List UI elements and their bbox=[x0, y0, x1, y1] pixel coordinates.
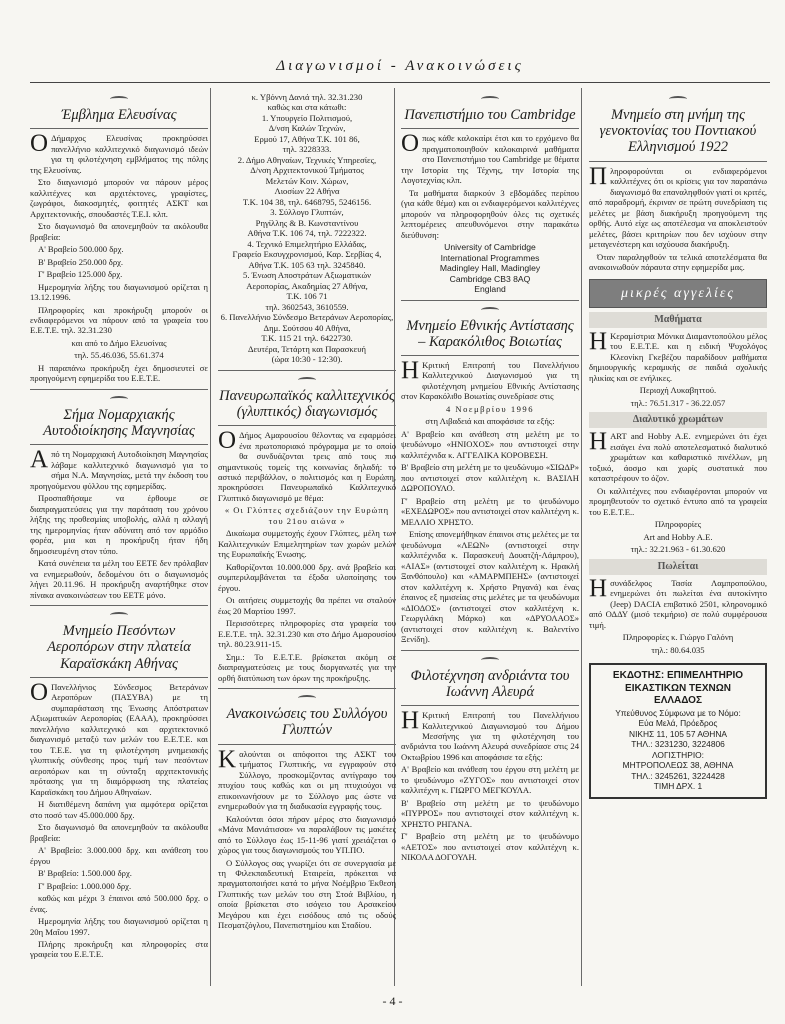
prize-line: Γ' Βραβείο 125.000 δρχ. bbox=[38, 269, 123, 280]
address-line: England bbox=[474, 284, 506, 295]
column-1 bbox=[30, 92, 208, 962]
publisher-line: ΕΚΔΟΤΗΣ: ΕΠΙΜΕΛΗΤΗΡΙΟ bbox=[612, 670, 744, 682]
divider bbox=[218, 688, 396, 689]
drop-cap: Η bbox=[401, 707, 420, 735]
prize-line: Α' Βραβείο 500.000 δρχ. bbox=[38, 244, 124, 255]
divider bbox=[30, 677, 208, 678]
contact-line: καθώς και στα κάτωθι: bbox=[267, 102, 347, 113]
contact-list bbox=[218, 92, 396, 365]
publisher-line: ΝΙΚΗΣ 11, 105 57 ΑΘΗΝΑ bbox=[629, 728, 727, 739]
prize-line: Β' Βραβείο: 1.500.000 δρχ. bbox=[38, 868, 132, 879]
contact-line: Γραφείο Εκσυγχρονισμού, Καρ. Σερβίας 4, bbox=[232, 249, 382, 260]
publisher-box bbox=[589, 663, 767, 799]
article-paragraph: Πληροφορίες και προκήρυξη μπορούν οι ενδιαφερόμενοι να πάρουν από τα γραφεία του Ε.Ε.Τ.Ε. τηλ. 32.31.230 bbox=[30, 304, 208, 336]
contact-line: 4. Τεχνικό Επιμελητήριο Ελλάδας, bbox=[247, 238, 367, 249]
ornament-icon bbox=[30, 394, 208, 404]
contact-line: Μελετών Κοιν. Χώρων, bbox=[265, 175, 349, 186]
ornament-icon bbox=[30, 610, 208, 620]
article-paragraph: Η παραπάνω προκήρυξη έχει δημοσιευτεί σε προηγούμενη εφημερίδα του Ε.Ε.Τ.Ε. bbox=[30, 362, 208, 384]
header-rule bbox=[30, 82, 770, 83]
drop-cap: Ο bbox=[30, 678, 49, 706]
ad-phone: τηλ.: 76.51.317 - 36.22.057 bbox=[630, 397, 726, 408]
article-paragraph: Ημερομηνία λήξης του διαγωνισμού ορίζεται η 13.12.1996. bbox=[30, 281, 208, 303]
publisher-line: ΤΙΜΗ ΔΡΧ. 1 bbox=[653, 781, 703, 792]
article-paragraph: Όταν παραληφθούν τα τελικά αποτελέσματα θα ανακοινωθούν πάραυτα στην εφημερίδα μας. bbox=[589, 251, 767, 273]
article-paragraph: Περισσότερες πληροφορίες στα γραφεία του Ε.Ε.Τ.Ε. τηλ. 32.31.230 και στο Δήμο Αμαρουσίου τηλ. 80.23.911-15. bbox=[218, 618, 396, 650]
contact-line: 6. Πανελλήνιο Σύνδεσμο Βετεράνων Αεροπορίας, Δημ. Σούτσου 40 Αθήνα, bbox=[220, 312, 394, 333]
article-paragraph: Ο Δήμαρχος Ελευσίνας προκηρύσσει πανελλήνιο καλλιτεχνικό διαγωνισμό ιδεών για τη φιλοτέχνηση εμβλήματος της πόλης της Ελευσίνας. bbox=[30, 130, 208, 175]
ornament-icon bbox=[589, 94, 767, 104]
ornament-icon bbox=[401, 655, 579, 665]
contact-line: Λιοσίων 22 Αθήνα bbox=[274, 186, 340, 197]
contact-line: Δευτέρα, Τετάρτη και Παρασκευή bbox=[247, 343, 367, 354]
divider bbox=[401, 705, 579, 706]
article-paragraph: Ο Δήμος Αμαρουσίου θέλοντας να εφαρμόσει ένα πρωτοποριακό πρόγραμμα με το οποίο θα συνδυάζονται τρεις από τους πιο σημαντικούς τομείς της κοινωνίας δηλαδή: το αστικό περιβάλλον, ο πολιτισμός και η Ευρώπη, προκηρύσσει Πανευρωπαϊκό Καλλιτεχνικό Γλυπτικό διαγωνισμό με θέμα: bbox=[218, 427, 396, 503]
article-paragraph: Προσπαθήσαμε να έρθουμε σε διαπραγματεύσεις για την παράταση του χρόνου λήξης της προθεσμίας υποβολής, αλλά η αλλαγή της ημερομηνίας ήταν αδύνατη από τον αρμόδιο φορέα, μια και η προκήρυξη ήταν ήδη δημοσιευμένη στον τύπο. bbox=[30, 493, 208, 556]
contact-line: Ρηγίλλης & Β. Κωνσταντίνου bbox=[255, 217, 359, 228]
article-paragraph: Καθορίζονται 10.000.000 δρχ. ανά βραβείο και συμπεριλαμβάνεται τα έξοδα υλοποίησης του έργου. bbox=[218, 561, 396, 593]
publisher-line: ΛΟΓΙΣΤΗΡΙΟ: bbox=[652, 749, 704, 760]
divider bbox=[589, 161, 767, 162]
divider bbox=[30, 444, 208, 445]
drop-cap: Ο bbox=[401, 130, 420, 158]
divider bbox=[30, 128, 208, 129]
ornament-icon bbox=[401, 305, 579, 315]
contact-line: τηλ. 3602543, 3610559. bbox=[265, 301, 349, 312]
article-paragraph: Οι αιτήσεις συμμετοχής θα πρέπει να σταλούν έως 20 Μαρτίου 1997. bbox=[218, 595, 396, 616]
article-paragraph: Στο διαγωνισμό θα απονεμηθούν τα ακόλουθα βραβεία: bbox=[30, 822, 208, 843]
article-paragraph: Δικαίωμα συμμετοχής έχουν Γλύπτες, μέλη των Καλλιτεχνικών Επιμελητηρίων των χωρών μελών της Ευρωπαϊκής Ένωσης. bbox=[218, 528, 396, 560]
article-title: Πανεπιστήμιο του Cambridge bbox=[404, 107, 576, 123]
column-divider bbox=[581, 88, 582, 986]
publisher-line: Εύα Μελά, Πρόεδρος bbox=[638, 718, 718, 729]
prize-line: Α' Βραβείο: 3.000.000 δρχ. και ανάθεση του έργου bbox=[30, 845, 208, 866]
article-paragraph: καθώς και μέχρι 3 έπαινοι από 500.000 δρχ. ο ένας. bbox=[30, 893, 208, 914]
publisher-line: ΕΛΛΑΔΟΣ bbox=[654, 695, 702, 707]
page-header: Διαγωνισμοί - Ανακοινώσεις bbox=[276, 58, 524, 74]
ad-line: Περιοχή Λυκαβηττού. bbox=[639, 385, 717, 396]
contact-line: 1. Υπουργείο Πολιτισμού, bbox=[261, 112, 353, 123]
ad-heading: Μαθήματα bbox=[589, 312, 767, 328]
article-paragraph: Ο Πανελλήνιος Σύνδεσμος Βετεράνων Αεροπόρων (ΠΑΣΥΒΑ) με τη συμπαράσταση της Ένωσης Απόστρατων Αξιωματικών Αεροπορίας (ΕΑΑΑ), προκηρύσσει πανελλήνιο καλλιτεχνικό και αρχιτεκτονικό διαγωνισμό μεταξύ των μελών του Ε.Ε.Τ.Ε. και του Τ.Ε.Ε. για τη φιλοτέχνηση μνημειακής γλυπτικής σύνθεσης προς τιμή των πεσόντων αεροπόρων και τη σύνταξη αρχιτεκτονικής πρότασης για τη διαμόρφωση της πλατείας Καραϊσκάκη του Δήμου Αθηναίων. bbox=[30, 678, 208, 797]
drop-cap: Η bbox=[589, 327, 608, 355]
article-paragraph: Στο διαγωνισμό θα απονεμηθούν τα ακόλουθα βραβεία: bbox=[30, 221, 208, 242]
divider bbox=[401, 355, 579, 356]
divider bbox=[218, 425, 396, 426]
contact-line: τηλ. 3228333. bbox=[282, 144, 332, 155]
column-4 bbox=[589, 92, 767, 799]
column-3 bbox=[401, 92, 579, 865]
ad-paragraph: ΗART and Hobby A.E. ενημερώνει ότι έχει εισάγει ένα πολύ αποτελεσματικό διαλυτικό χρωμάτων και καθαριστικό πινέλλων, μη τοξικό, άοσμο και χωρίς συστατικά που καταστρέφουν το όζον. bbox=[589, 428, 767, 484]
prize-line: Γ' Βραβείο στη μελέτη με το ψευδώνυμο «ΑΕΤΟΣ» που αντιστοιχεί στον καλλιτέχνη κ. ΝΙΚΟΛΑ ΔΟΓΟΥΛΗ. bbox=[401, 831, 579, 863]
publisher-line: Υπεύθυνος Σύμφωνα με το Νόμο: bbox=[615, 707, 741, 718]
address-line: International Programmes bbox=[440, 252, 540, 263]
article-title: Έμβλημα Ελευσίνας bbox=[61, 107, 177, 123]
contact-line: Δ/νση Αρχιτεκτονικού Τμήματος bbox=[250, 165, 364, 176]
divider bbox=[218, 370, 396, 371]
contact-line: Δ/νση Καλών Τεχνών, bbox=[268, 123, 346, 134]
article-paragraph: Σημ.: Το Ε.Ε.Τ.Ε. βρίσκεται ακόμη σε διαπραγματεύσεις με τους διοργανωτές για την ορθή διατύπωση των όρων της προκήρυξης. bbox=[218, 651, 396, 683]
prize-line: Α' Βραβείο και ανάθεση στη μελέτη με το ψευδώνυμο «ΗΝΙΟΧΟΣ» που αντιστοιχεί στην καλλιτέχνιδα κ. ΑΓΓΕΛΙΚΑ ΚΟΡΟΒΕΣΗ. bbox=[401, 428, 579, 460]
article-title: Πανευρωπαϊκός καλλιτεχνικός (γλυπτικός) διαγωνισμός bbox=[219, 387, 395, 420]
article-paragraph: Επίσης απονεμήθηκαν έπαινοι στις μελέτες με τα ψευδώνυμα «ΛΕΩΝ» (αντιστοιχεί στην καλλιτέχνιδα κ. Παρασκευή Δουατζή-Λάμπρου), «ΑΙΑΣ» (αντιστοιχεί στον καλλιτέχνη κ. Ηρακλή Ξανθόπουλο) και «ΑΜΑΡΜΠΕΗΣ» (αντιστοιχεί στον καλλιτέχνη κ. Χρήστο Ρηγανά) και ένας έπαινος εξ ημισείας στις μελέτες με τα ψευδώνυμα «ΔΙΟΔΟΣ» (αντιστοιχεί στον καλλιτέχνη κ. Γεωργιλάκη Μάρκο) και «ΔΡΥΟΛΑΟΣ» (αντιστοιχεί στον καλλιτέχνη κ. Βαλεντίνο Ξενίδη). bbox=[401, 529, 579, 645]
prize-line: Α' Βραβείο και ανάθεση του έργου στη μελέτη με το ψευδώνυμο «ΖΥΓΟΣ» που αντιστοιχεί στον καλλιτέχνη κ. ΓΙΩΡΓΟ ΜΕΓΚΟΥΛΑ. bbox=[401, 764, 579, 796]
page-number: - 4 - bbox=[382, 994, 403, 1008]
column-divider bbox=[210, 88, 211, 986]
article-paragraph: Η Κριτική Επιτροπή του Πανελλήνιου Καλλιτεχνικού Διαγωνισμού για τη φιλοτέχνηση μνημείου Εθνικής Αντίστασης στον Καρακόλιθο Βοιωτίας συνεδρίασε στις bbox=[401, 356, 579, 402]
drop-cap: Η bbox=[589, 428, 608, 456]
contact-line: Ερμού 17, Αθήνα Τ.Κ. 101 86, bbox=[254, 133, 360, 144]
divider bbox=[401, 128, 579, 129]
publisher-line: ΕΙΚΑΣΤΙΚΩΝ ΤΕΧΝΩΝ bbox=[625, 682, 731, 694]
prize-line: Γ' Βραβείο: 1.000.000 δρχ. bbox=[38, 880, 132, 891]
publisher-line: ΤΗΛ.: 3231230, 3224806 bbox=[631, 739, 725, 750]
drop-cap: Π bbox=[589, 162, 608, 190]
contact-line: Τ.Κ. 115 21 τηλ. 6422730. bbox=[261, 333, 353, 344]
ad-heading: Διαλυτικό χρωμάτων bbox=[589, 412, 767, 428]
publisher-line: ΜΗΤΡΟΠΟΛΕΩΣ 38, ΑΘΗΝΑ bbox=[622, 760, 734, 771]
ornament-icon bbox=[30, 94, 208, 104]
divider bbox=[401, 300, 579, 301]
ornament-icon bbox=[218, 693, 396, 703]
article-paragraph: Καλούνται οι απόφοιτοι της ΑΣΚΤ του τμήματος Γλυπτικής, να εγγραφούν στο Σύλλογο, προσκομίζοντας αντίγραφο του πτυχίου τους καθώς και οι μη πτυχιούχοι να επικοινωνήσουν με το Σύλλογο μας ώστε να ενημερωθούν για τη διαδικασία εγγραφής τους. bbox=[218, 745, 396, 812]
article-paragraph: Οπως κάθε καλοκαίρι έτσι και το ερχόμενο θα πραγματοποιηθούν καλοκαιρινά μαθήματα στο Πανεπιστήμιο του Cambridge με θέματα την Ιστορία της Τέχνης, την Ιστορία της Λογοτεχνίας κλπ. bbox=[401, 130, 579, 186]
contact-line: Αεροπορίας, Ακαδημίας 27 Αθήνα, bbox=[246, 280, 368, 291]
prize-line: Β' Βραβείο στη μελέτη με το ψευδώνυμο «ΣΙΩΔΡ» που αντιστοιχεί στον καλλιτέχνη κ. ΒΑΣΙΛΗ ΔΩΡΟΠΟΥΛΟ. bbox=[401, 462, 579, 494]
article-paragraph: Στο διαγωνισμό μπορούν να πάρουν μέρος καλλιτέχνες και αρχιτέκτονες, γραφίστες, ζωγράφοι, διακοσμητές, φοιτητές ΑΣΚΤ και Αρχιτεκτονικής, σπουδαστές Τ.Ε.Ι. κλπ. bbox=[30, 177, 208, 219]
contact-line: Τ.Κ. 106 71 bbox=[286, 291, 328, 302]
prize-line: Γ' Βραβείο στη μελέτη με το ψευδώνυμο «ΕΧΕΔΩΡΟΣ» που αντιστοιχεί στον καλλιτέχνη κ. ΜΕΛΛΙΟ ΧΡΗΣΤΟ. bbox=[401, 495, 579, 527]
article-title: Μνημείο στη μνήμη της γενοκτονίας του Ποντιακού Ελληνισμού 1922 bbox=[599, 107, 757, 156]
article-line: και από το Δήμο Ελευσίνας bbox=[71, 337, 167, 348]
ad-line: Πληροφορίες bbox=[654, 519, 702, 530]
article-paragraph: Πληροφορούνται οι ενδιαφερόμενοι καλλιτέχνες ότι οι κρίσεις για τον παραπάνω διαγωνισμό θα επαναληφθούν γιατί οι κριτές, από παραδρομή, έκριναν σε πρώτη συνεδρίαση τις μελέτες με βάση διακήρυξη προηγούμενη της ορθής. Αυτό είχε ως αποτέλεσμα να αποκλειστούν μελέτες, βάσει κριτηρίων που δεν ισχύουν στην μεταγενέστερη και ισχύουσα διακήρυξη. bbox=[589, 162, 767, 250]
prize-line: Β' Βραβείο 250.000 δρχ. bbox=[38, 256, 124, 267]
column-2 bbox=[218, 92, 396, 933]
drop-cap: Ο bbox=[30, 130, 49, 158]
meeting-date: 4 Νοεμβρίου 1996 bbox=[445, 403, 535, 414]
article-line: στη Λιβαδειά και αποφάσισε τα εξής: bbox=[425, 416, 555, 427]
article-paragraph: Καλούνται όσοι πήραν μέρος στο διαγωνισμό «Μάνα Μανιάτισσα» να παραλάβουν τις μακέτες από το Σύλλογο έως 15-11-96 γιατί χρειάζεται ο χώρος για τους διαγωνισμούς του ΥΠ.ΠΟ. bbox=[218, 813, 396, 856]
ad-line: Art and Hobby A.E. bbox=[643, 531, 713, 542]
divider bbox=[30, 605, 208, 606]
article-paragraph: Η Κριτική Επιτροπή του Πανελλήνιου Καλλιτεχνικού Διαγωνισμού του Δήμου Μεσσήνης για τη φιλοτέχνηση του ανδριάντα του Ιωάννη Αλευρά συνεδρίασε στις 24 Οκτωβρίου 1996 και αποφάσισε τα εξής: bbox=[401, 707, 579, 762]
address-line: University of Cambridge bbox=[444, 242, 536, 253]
drop-cap: Α bbox=[30, 446, 49, 474]
article-title: Σήμα Νομαρχιακής Αυτοδιοίκησης Μαγνησίας bbox=[43, 406, 195, 440]
ornament-icon bbox=[401, 94, 579, 104]
article-title: Μνημείο Εθνικής Αντίστασης – Καρακόλιθος Βοιωτίας bbox=[406, 317, 574, 350]
ad-paragraph: Ησυνάδελφος Τασία Λαμπροπούλου, ενημερώνει ότι πωλείται ένα αυτοκίνητο (Jeep) DACIA επιβατικό 2501, κληρονομικό από ΟΔΔΥ (μισό τεκμήριο) σε πολύ συμφέρουσα τιμή. bbox=[589, 574, 767, 630]
ad-heading: Πωλείται bbox=[589, 559, 767, 575]
ad-phone: τηλ.: 32.21.963 - 61.30.620 bbox=[630, 544, 726, 555]
prize-line: Β' Βραβείο στη μελέτη με το ψευδώνυμο «ΠΥΡΡΟΣ» που αντιστοιχεί στον καλλιτέχνη κ. ΧΡΗΣΤΟ ΡΗΓΑΝΑ. bbox=[401, 797, 579, 829]
article-paragraph: Τα μαθήματα διαρκούν 3 εβδομάδες περίπου (για κάθε θέμα) και οι ενδιαφερόμενοι καλλιτέχνες μπορούν να πληροφορηθούν όλες τις σχετικές λεπτομέρειες απευθυνόμενοι στην παρακάτω διεύθυνση: bbox=[401, 187, 579, 240]
small-ads-banner: μικρές αγγελίες bbox=[589, 279, 767, 308]
article-paragraph: Ημερομηνία λήξης του διαγωνισμού ορίζεται η 20η Μαΐου 1997. bbox=[30, 916, 208, 937]
divider bbox=[401, 650, 579, 651]
ad-paragraph: Οι καλλιτέχνες που ενδιαφέρονται μπορούν να προμηθευτούν το σχετικό έντυπο από τα γραφεία του Ε.Ε.Τ.Ε.. bbox=[589, 485, 767, 517]
ad-line: Πληροφορίες κ. Γιώργο Γαλόνη bbox=[622, 632, 734, 643]
drop-cap: Η bbox=[589, 574, 608, 602]
address-line: Cambridge CB3 8AQ bbox=[449, 273, 531, 284]
article-paragraph: Η διατιθέμενη δαπάνη για αμφότερα ορίζεται στο ποσό των 45.000.000 δρχ. bbox=[30, 799, 208, 820]
address-block bbox=[401, 242, 579, 294]
article-paragraph: Κατά συνέπεια τα μέλη του ΕΕΤΕ δεν πρόλαβαν να ενημερωθούν, δεδομένου ότι ο διαγωνισμός λήγει 20.11.96. Η προκήρυξη αναρτήθηκε στον πίνακα ανακοινώσεων του ΕΕΤΕ μόνο. bbox=[30, 558, 208, 600]
article-paragraph: Πλήρης προκήρυξη και πληροφορίες στα γραφεία του Ε.Ε.Τ.Ε. bbox=[30, 938, 208, 960]
article-title: Ανακοινώσεις του Συλλόγου Γλυπτών bbox=[226, 706, 388, 739]
article-line: τηλ. 55.46.036, 55.61.374 bbox=[74, 350, 164, 361]
contact-line: Τ.Κ. 104 38, τηλ. 6468795, 5246156. bbox=[242, 196, 372, 207]
article-title: Φιλοτέχνηση ανδριάντα του Ιωάννη Αλευρά bbox=[410, 667, 570, 700]
divider bbox=[30, 389, 208, 390]
contact-line: 2. Δήμο Αθηναίων, Τεχνικές Υπηρεσίες, bbox=[237, 154, 377, 165]
drop-cap: Η bbox=[401, 356, 420, 384]
article-paragraph: Από τη Νομαρχιακή Αυτοδιοίκηση Μαγνησίας λάβαμε καλλιτεχνικό διαγωνισμό για το σήμα Ν.Α. Μαγνησίας, μετά την έκδοση του προηγούμενου φύλλου της εφημερίδας. bbox=[30, 446, 208, 491]
contact-line: Αθήνα Τ.Κ. 105 63 τηλ. 3245840. bbox=[248, 259, 366, 270]
contact-line: Αθήνα Τ.Κ. 106 74, τηλ. 7222322. bbox=[247, 228, 367, 239]
address-line: Madingley Hall, Madingley bbox=[439, 263, 541, 274]
ornament-icon bbox=[218, 375, 396, 385]
divider bbox=[218, 744, 396, 745]
competition-theme: « Οι Γλύπτες σχεδιάζουν την Ευρώπη του 21ου αιώνα » bbox=[224, 505, 390, 526]
drop-cap: Ο bbox=[218, 427, 237, 455]
contact-line: 5. Ένωση Αποστράτων Αξιωματικών bbox=[243, 270, 371, 281]
article-paragraph: Ο Σύλλογος σας γνωρίζει ότι σε συνεργασία με τη Φιλεκπαιδευτική Εταιρεία, πρόκειται να πραγματοποιήσει κατά το μήνα Νοέμβριο Έκθεση Γλυπτικής των μελών του στη Στοά Βιβλίου, η οποία βρίσκεται στο ισόγειο του Αρσακείου Μεγάρου και έχει εισόδους από τις οδούς Πεσματζόγλου, Πανεπιστημίου και Σταδίου. bbox=[218, 857, 396, 931]
contact-line: 3. Σύλλογο Γλυπτών, bbox=[270, 207, 344, 218]
ad-phone: τηλ.: 80.64.035 bbox=[651, 644, 705, 655]
contact-line: κ. Υβόννη Δανιά τηλ. 32.31.230 bbox=[251, 92, 363, 102]
article-title: Μνημείο Πεσόντων Αεροπόρων στην πλατεία Καραϊσκάκη Αθήνας bbox=[47, 623, 191, 672]
drop-cap: Κ bbox=[218, 745, 237, 773]
ad-paragraph: Η Κεραμίστρια Μόνικα Διαμαντοπούλου μέλος του Ε.Ε.Τ.Ε. και η ειδική Ψυχολόγος Κλεονίκη Γκεβέζου παραδίδουν μαθήματα δημιουργικής κεραμικής σε παιδιά σχολικής ηλικίας και σε ενήλικες. bbox=[589, 327, 767, 383]
contact-line: (ώρα 10:30 - 12:30). bbox=[271, 354, 343, 365]
publisher-line: ΤΗΛ.: 3245261, 3224428 bbox=[631, 770, 725, 781]
